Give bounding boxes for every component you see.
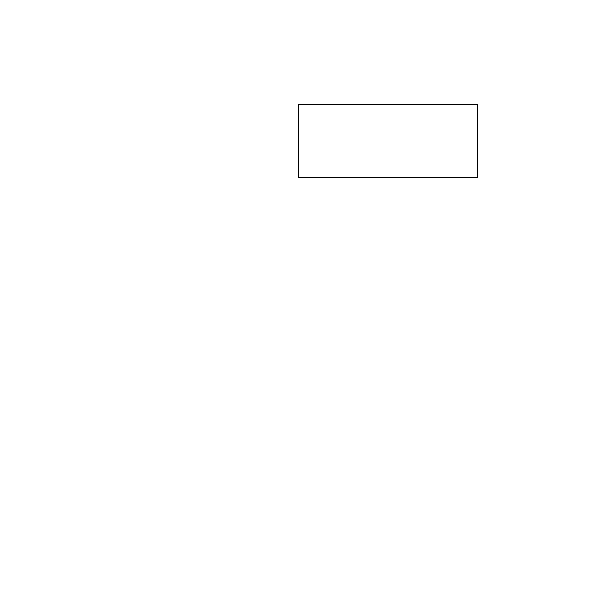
legend-box [298,104,478,178]
